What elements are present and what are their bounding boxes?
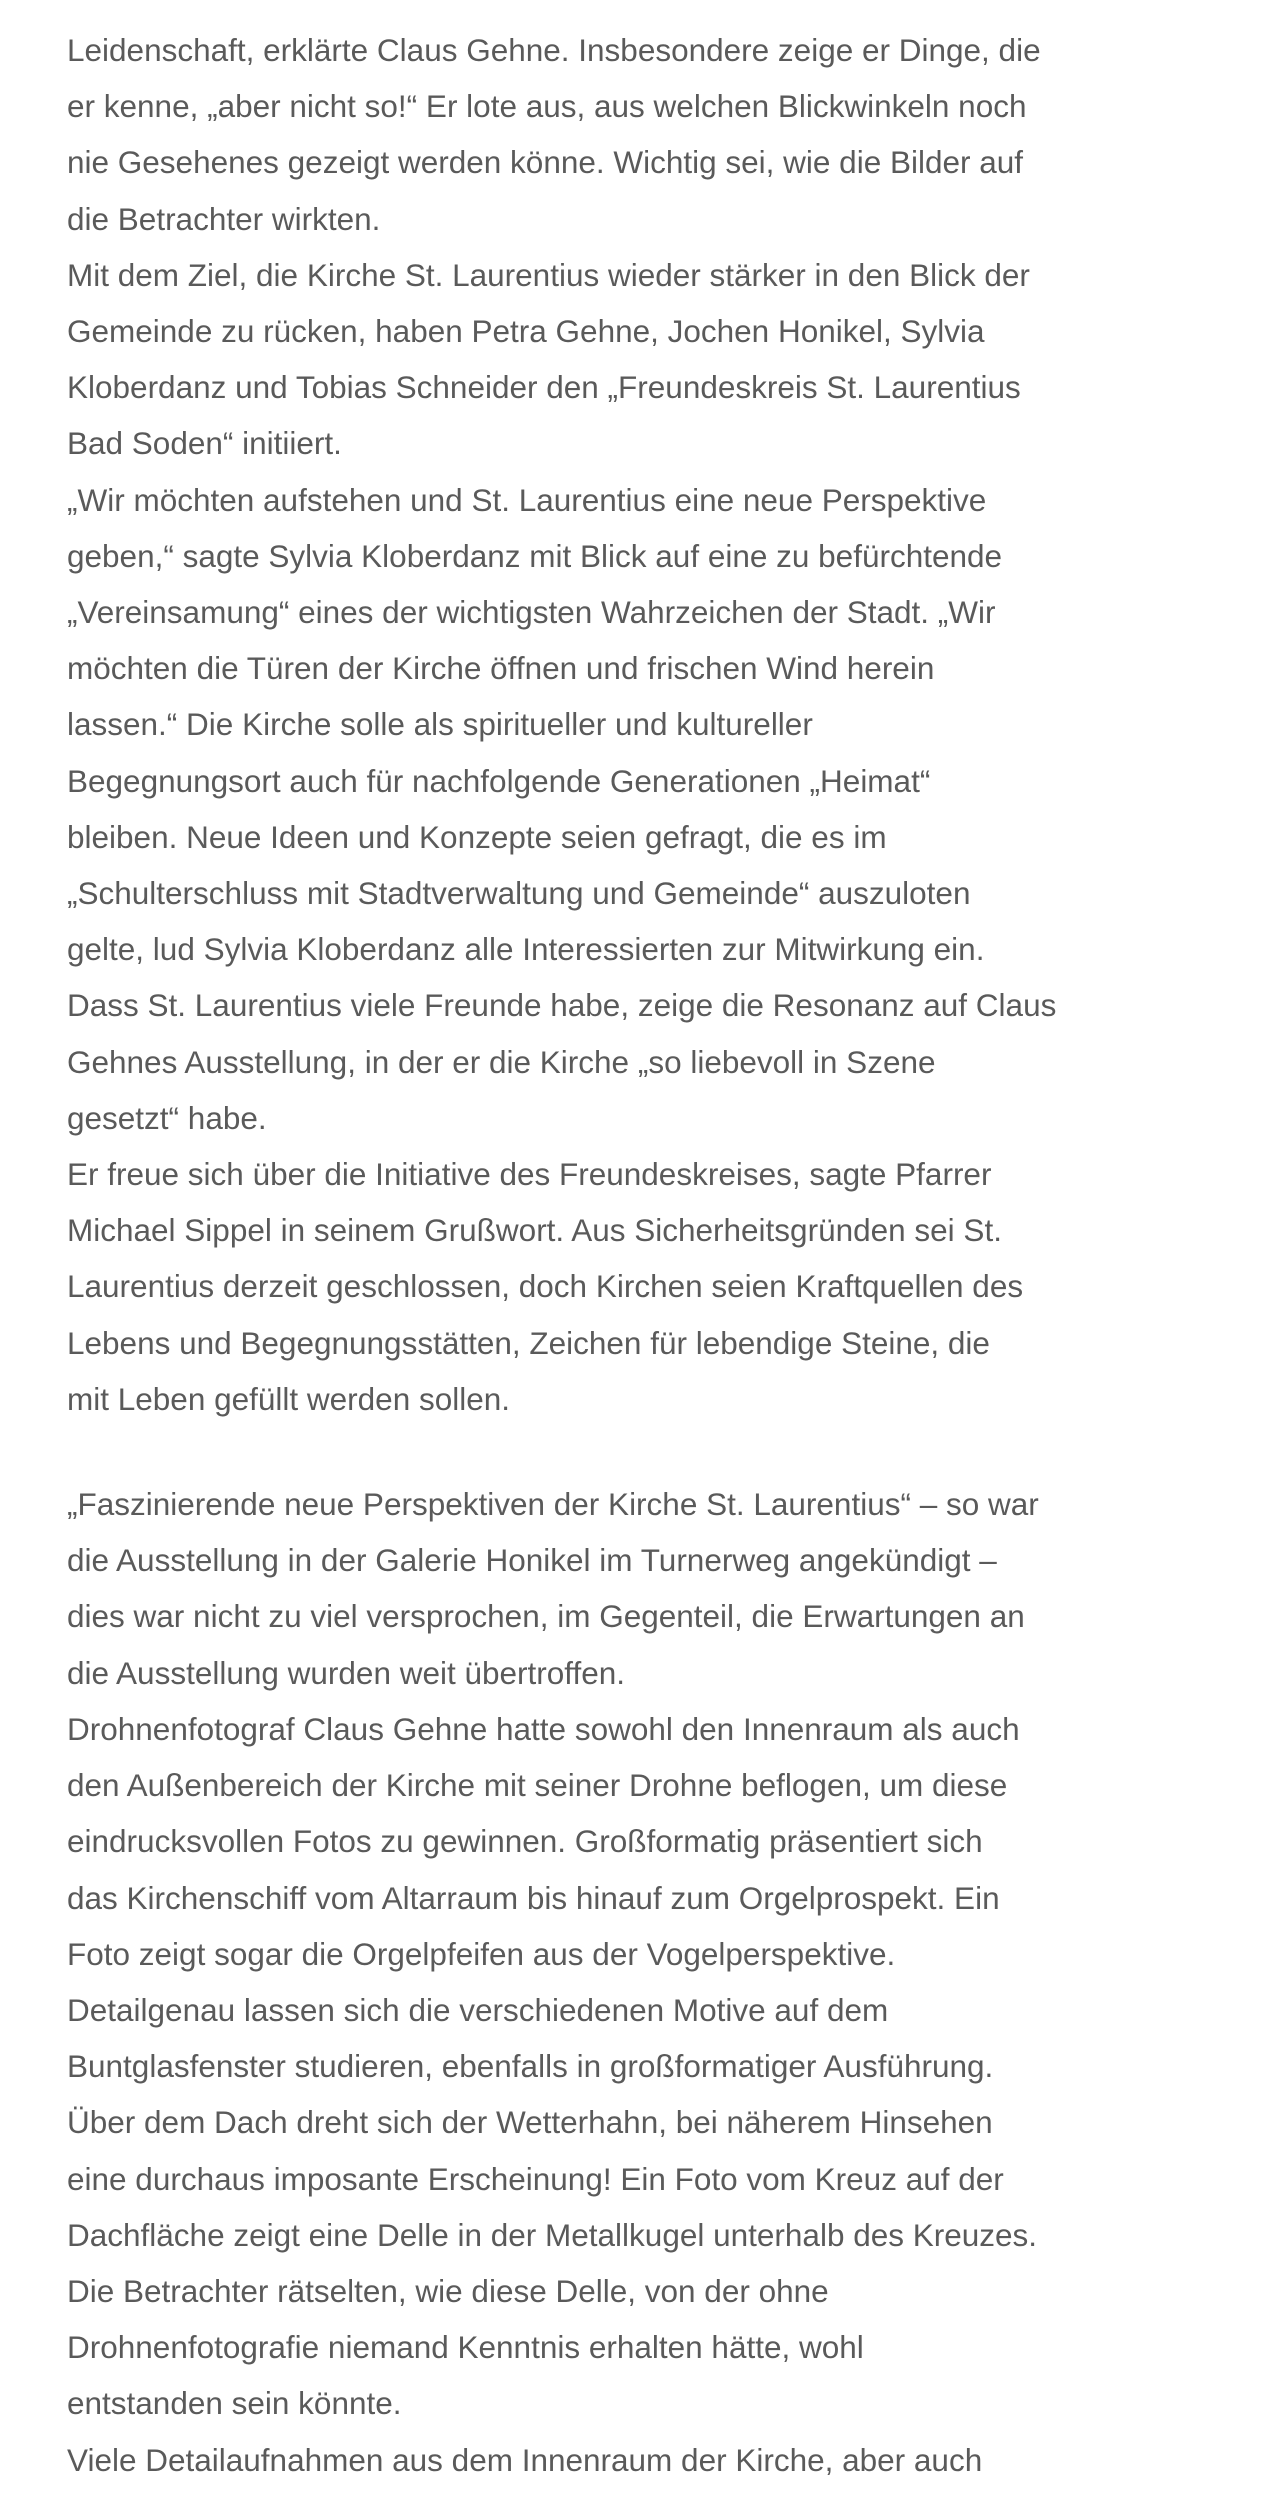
paragraph: Drohnenfotograf Claus Gehne hatte sowohl den Innenraum als auch den Außenbereich der Kirche mit seiner Drohne beflogen, um diese eindrucksvollen Fotos zu gewinnen. Großformatig präsentiert sich das Kirchenschiff vom Altarraum bis hinauf zum Orgelprospekt. Ein Foto zeigt sogar die Orgelpfeifen aus der Vogelperspektive.	[67, 1710, 1020, 1972]
paragraph: Die Betrachter rätselten, wie diese Delle, von der ohne Drohnenfotografie niemand Kenntnis erhalten hätte, wohl entstanden sein könnte.	[67, 2272, 864, 2422]
paragraph: Dass St. Laurentius viele Freunde habe, zeige die Resonanz auf Claus Gehnes Ausstellung, in der er die Kirche „so liebevoll in Szene gesetzt“ habe.	[67, 987, 1057, 1136]
section-spacer	[67, 1427, 1147, 1476]
paragraph: „Wir möchten aufstehen und St. Laurentius eine neue Perspektive geben,“ sagte Sylvia Kloberdanz mit Blick auf eine zu befürchtende „Vereinsamung“ eines der wichtigsten Wahrzeichen der Stadt. „Wir möchten die Türen der Kirche öffnen und frischen Wind herein lassen.“ Die Kirche solle als spiritueller und kultureller Begegnungsort auch für nachfolgende Generationen „Heimat“ bleiben. Neue Ideen und Konzepte seien gefragt, die es im „Schulterschluss mit Stadtverwaltung und Gemeinde“ auszuloten gelte, lud Sylvia Kloberdanz alle Interessierten zur Mitwirkung ein.	[67, 481, 1003, 968]
paragraph: Viele Detailaufnahmen aus dem Innenraum der Kirche, aber auch	[67, 2441, 983, 2478]
paragraph: Er freue sich über die Initiative des Freundeskreises, sagte Pfarrer Michael Sippel in seinem Grußwort. Aus Sicherheitsgründen sei St. Laurentius derzeit geschlossen, doch Kirchen seien Kraftquellen des Lebens und Begegnungsstätten, Zeichen für lebendige Steine, die mit Leben gefüllt werden sollen.	[67, 1156, 1024, 1417]
paragraph: Leidenschaft, erklärte Claus Gehne. Insbesondere zeige er Dinge, die er kenne, „aber nicht so!“ Er lote aus, aus welchen Blickwinkeln noch nie Gesehenes gezeigt werden könne. Wichtig sei, wie die Bilder auf die Betrachter wirkten.	[67, 32, 1041, 237]
paragraph: Mit dem Ziel, die Kirche St. Laurentius wieder stärker in den Blick der Gemeinde zu rücken, haben Petra Gehne, Jochen Honikel, Sylvia Kloberdanz und Tobias Schneider den „Freundeskreis St. Laurentius Bad Soden“ initiiert.	[67, 256, 1030, 462]
paragraph: „Faszinierende neue Perspektiven der Kirche St. Laurentius“ – so war die Ausstellung in der Galerie Honikel im Turnerweg angekündigt – dies war nicht zu viel versprochen, im Gegenteil, die Erwartungen an die Ausstellung wurden weit übertroffen.	[67, 1486, 1039, 1691]
paragraph: Detailgenau lassen sich die verschiedenen Motive auf dem Buntglasfenster studieren, ebenfalls in großformatiger Ausführung.	[67, 1991, 994, 2085]
article-body	[67, 22, 1147, 2488]
paragraph: Über dem Dach dreht sich der Wetterhahn, bei näherem Hinsehen eine durchaus imposante Erscheinung! Ein Foto vom Kreuz auf der Dachfläche zeigt eine Delle in der Metallkugel unterhalb des Kreuzes.	[67, 2104, 1038, 2253]
